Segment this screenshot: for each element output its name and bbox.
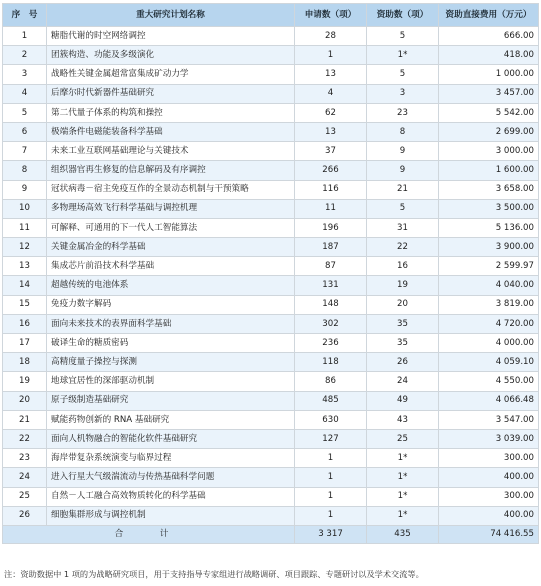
row-no: 21 xyxy=(3,410,47,429)
row-apps: 196 xyxy=(295,218,367,237)
row-name: 进入行星大气级湍流动与传热基础科学问题 xyxy=(47,468,295,487)
row-apps: 485 xyxy=(295,391,367,410)
row-no: 10 xyxy=(3,199,47,218)
row-fee: 3 457.00 xyxy=(439,84,539,103)
row-name: 面向未来技术的表界面科学基础 xyxy=(47,314,295,333)
row-fee: 3 000.00 xyxy=(439,142,539,161)
row-funded: 22 xyxy=(367,238,439,257)
row-no: 6 xyxy=(3,122,47,141)
row-fee: 1 600.00 xyxy=(439,161,539,180)
row-apps: 62 xyxy=(295,103,367,122)
row-funded: 19 xyxy=(367,276,439,295)
table-row xyxy=(3,84,539,103)
row-fee: 2 699.00 xyxy=(439,122,539,141)
header-name: 重大研究计划名称 xyxy=(47,4,295,27)
row-fee: 2 599.97 xyxy=(439,257,539,276)
row-apps: 187 xyxy=(295,238,367,257)
row-fee: 3 500.00 xyxy=(439,199,539,218)
row-no: 24 xyxy=(3,468,47,487)
row-name: 后摩尔时代新器件基础研究 xyxy=(47,84,295,103)
table-row xyxy=(3,199,539,218)
table-row xyxy=(3,334,539,353)
table-row xyxy=(3,429,539,448)
row-fee: 4 550.00 xyxy=(439,372,539,391)
table-row xyxy=(3,468,539,487)
total-fee: 74 416.55 xyxy=(439,525,539,543)
row-no: 13 xyxy=(3,257,47,276)
table-row xyxy=(3,218,539,237)
row-fee: 4 059.10 xyxy=(439,353,539,372)
row-fee: 5 136.00 xyxy=(439,218,539,237)
row-name: 第二代量子体系的构筑和操控 xyxy=(47,103,295,122)
row-fee: 3 819.00 xyxy=(439,295,539,314)
row-no: 14 xyxy=(3,276,47,295)
row-apps: 11 xyxy=(295,199,367,218)
row-no: 19 xyxy=(3,372,47,391)
row-apps: 236 xyxy=(295,334,367,353)
row-apps: 1 xyxy=(295,46,367,65)
row-no: 15 xyxy=(3,295,47,314)
row-no: 22 xyxy=(3,429,47,448)
row-apps: 1 xyxy=(295,506,367,525)
row-fee: 4 000.00 xyxy=(439,334,539,353)
table-row xyxy=(3,46,539,65)
table-row xyxy=(3,353,539,372)
table-row xyxy=(3,161,539,180)
row-apps: 87 xyxy=(295,257,367,276)
row-funded: 3 xyxy=(367,84,439,103)
row-funded: 5 xyxy=(367,27,439,46)
row-funded: 1* xyxy=(367,46,439,65)
row-funded: 1* xyxy=(367,468,439,487)
row-funded: 23 xyxy=(367,103,439,122)
row-fee: 666.00 xyxy=(439,27,539,46)
table-row xyxy=(3,122,539,141)
row-apps: 118 xyxy=(295,353,367,372)
total-label: 合 计 xyxy=(3,525,295,543)
research-plan-table xyxy=(2,3,539,544)
row-apps: 148 xyxy=(295,295,367,314)
table-row xyxy=(3,314,539,333)
row-name: 面向人机物融合的智能化软件基础研究 xyxy=(47,429,295,448)
table-row xyxy=(3,372,539,391)
row-apps: 28 xyxy=(295,27,367,46)
row-no: 18 xyxy=(3,353,47,372)
row-apps: 1 xyxy=(295,487,367,506)
row-no: 9 xyxy=(3,180,47,199)
row-name: 冠状病毒－宿主免疫互作的全景动态机制与干预策略 xyxy=(47,180,295,199)
row-apps: 302 xyxy=(295,314,367,333)
row-funded: 31 xyxy=(367,218,439,237)
row-name: 糖脂代谢的时空网络调控 xyxy=(47,27,295,46)
row-apps: 630 xyxy=(295,410,367,429)
row-name: 细胞集群形成与调控机制 xyxy=(47,506,295,525)
row-name: 地球宜居性的深部驱动机制 xyxy=(47,372,295,391)
row-funded: 9 xyxy=(367,142,439,161)
total-funded: 435 xyxy=(367,525,439,543)
header-no: 序 号 xyxy=(3,4,47,27)
table-row xyxy=(3,142,539,161)
row-name: 团簇构造、功能及多级演化 xyxy=(47,46,295,65)
row-fee: 300.00 xyxy=(439,449,539,468)
table-row xyxy=(3,410,539,429)
row-apps: 266 xyxy=(295,161,367,180)
row-name: 破译生命的糖质密码 xyxy=(47,334,295,353)
row-fee: 400.00 xyxy=(439,468,539,487)
row-name: 组织器官再生修复的信息解码及有序调控 xyxy=(47,161,295,180)
row-funded: 21 xyxy=(367,180,439,199)
table-footnote: 注：资助数据中 1 项的为战略研究项目，用于支持指导专家组进行战略调研、项目跟踪、专题研讨以及学术交流等。 xyxy=(4,569,424,579)
table-row xyxy=(3,391,539,410)
table-row xyxy=(3,506,539,525)
row-funded: 1* xyxy=(367,506,439,525)
table-body xyxy=(3,27,539,526)
table-row xyxy=(3,449,539,468)
row-no: 26 xyxy=(3,506,47,525)
row-fee: 3 900.00 xyxy=(439,238,539,257)
row-fee: 5 542.00 xyxy=(439,103,539,122)
row-funded: 43 xyxy=(367,410,439,429)
row-no: 7 xyxy=(3,142,47,161)
row-name: 关键金属冶金的科学基础 xyxy=(47,238,295,257)
row-fee: 300.00 xyxy=(439,487,539,506)
row-name: 原子级制造基础研究 xyxy=(47,391,295,410)
row-name: 高精度量子操控与探测 xyxy=(47,353,295,372)
row-no: 20 xyxy=(3,391,47,410)
row-name: 免疫力数字解码 xyxy=(47,295,295,314)
row-fee: 4 040.00 xyxy=(439,276,539,295)
row-name: 战略性关键金属超常富集成矿动力学 xyxy=(47,65,295,84)
table-row xyxy=(3,238,539,257)
row-no: 16 xyxy=(3,314,47,333)
row-funded: 5 xyxy=(367,65,439,84)
table-row xyxy=(3,27,539,46)
row-no: 1 xyxy=(3,27,47,46)
total-apps: 3 317 xyxy=(295,525,367,543)
header-funded: 资助数（项） xyxy=(367,4,439,27)
row-name: 自然－人工融合高效物质转化的科学基础 xyxy=(47,487,295,506)
row-apps: 116 xyxy=(295,180,367,199)
row-apps: 1 xyxy=(295,468,367,487)
row-funded: 35 xyxy=(367,314,439,333)
table-row xyxy=(3,180,539,199)
row-fee: 418.00 xyxy=(439,46,539,65)
row-no: 8 xyxy=(3,161,47,180)
row-apps: 127 xyxy=(295,429,367,448)
row-no: 3 xyxy=(3,65,47,84)
row-funded: 24 xyxy=(367,372,439,391)
table-row xyxy=(3,295,539,314)
row-fee: 400.00 xyxy=(439,506,539,525)
row-fee: 4 720.00 xyxy=(439,314,539,333)
row-apps: 4 xyxy=(295,84,367,103)
table-header-row xyxy=(3,4,539,27)
table-total-row xyxy=(3,525,539,543)
row-name: 赋能药物创新的 RNA 基础研究 xyxy=(47,410,295,429)
header-apps: 申请数（项） xyxy=(295,4,367,27)
row-fee: 3 547.00 xyxy=(439,410,539,429)
row-apps: 131 xyxy=(295,276,367,295)
row-apps: 13 xyxy=(295,122,367,141)
row-funded: 26 xyxy=(367,353,439,372)
row-no: 12 xyxy=(3,238,47,257)
header-fee: 资助直接费用（万元） xyxy=(439,4,539,27)
row-no: 23 xyxy=(3,449,47,468)
row-funded: 8 xyxy=(367,122,439,141)
row-funded: 25 xyxy=(367,429,439,448)
row-no: 4 xyxy=(3,84,47,103)
row-name: 集成芯片前沿技术科学基础 xyxy=(47,257,295,276)
row-no: 5 xyxy=(3,103,47,122)
row-fee: 3 039.00 xyxy=(439,429,539,448)
row-name: 多物理场高效飞行科学基础与调控机理 xyxy=(47,199,295,218)
table-row xyxy=(3,103,539,122)
row-name: 极端条件电磁能装备科学基础 xyxy=(47,122,295,141)
row-apps: 86 xyxy=(295,372,367,391)
row-funded: 49 xyxy=(367,391,439,410)
row-name: 可解释、可通用的下一代人工智能算法 xyxy=(47,218,295,237)
row-funded: 35 xyxy=(367,334,439,353)
row-funded: 9 xyxy=(367,161,439,180)
row-funded: 1* xyxy=(367,487,439,506)
row-name: 未来工业互联网基础理论与关键技术 xyxy=(47,142,295,161)
table-row xyxy=(3,257,539,276)
row-no: 11 xyxy=(3,218,47,237)
row-name: 海岸带复杂系统演变与临界过程 xyxy=(47,449,295,468)
row-fee: 1 000.00 xyxy=(439,65,539,84)
table-row xyxy=(3,276,539,295)
row-funded: 1* xyxy=(367,449,439,468)
row-funded: 5 xyxy=(367,199,439,218)
table-row xyxy=(3,487,539,506)
table-row xyxy=(3,65,539,84)
row-no: 17 xyxy=(3,334,47,353)
row-fee: 3 658.00 xyxy=(439,180,539,199)
row-no: 2 xyxy=(3,46,47,65)
row-funded: 16 xyxy=(367,257,439,276)
row-apps: 37 xyxy=(295,142,367,161)
row-name: 超越传统的电池体系 xyxy=(47,276,295,295)
row-apps: 1 xyxy=(295,449,367,468)
row-fee: 4 066.48 xyxy=(439,391,539,410)
row-apps: 13 xyxy=(295,65,367,84)
row-funded: 20 xyxy=(367,295,439,314)
row-no: 25 xyxy=(3,487,47,506)
